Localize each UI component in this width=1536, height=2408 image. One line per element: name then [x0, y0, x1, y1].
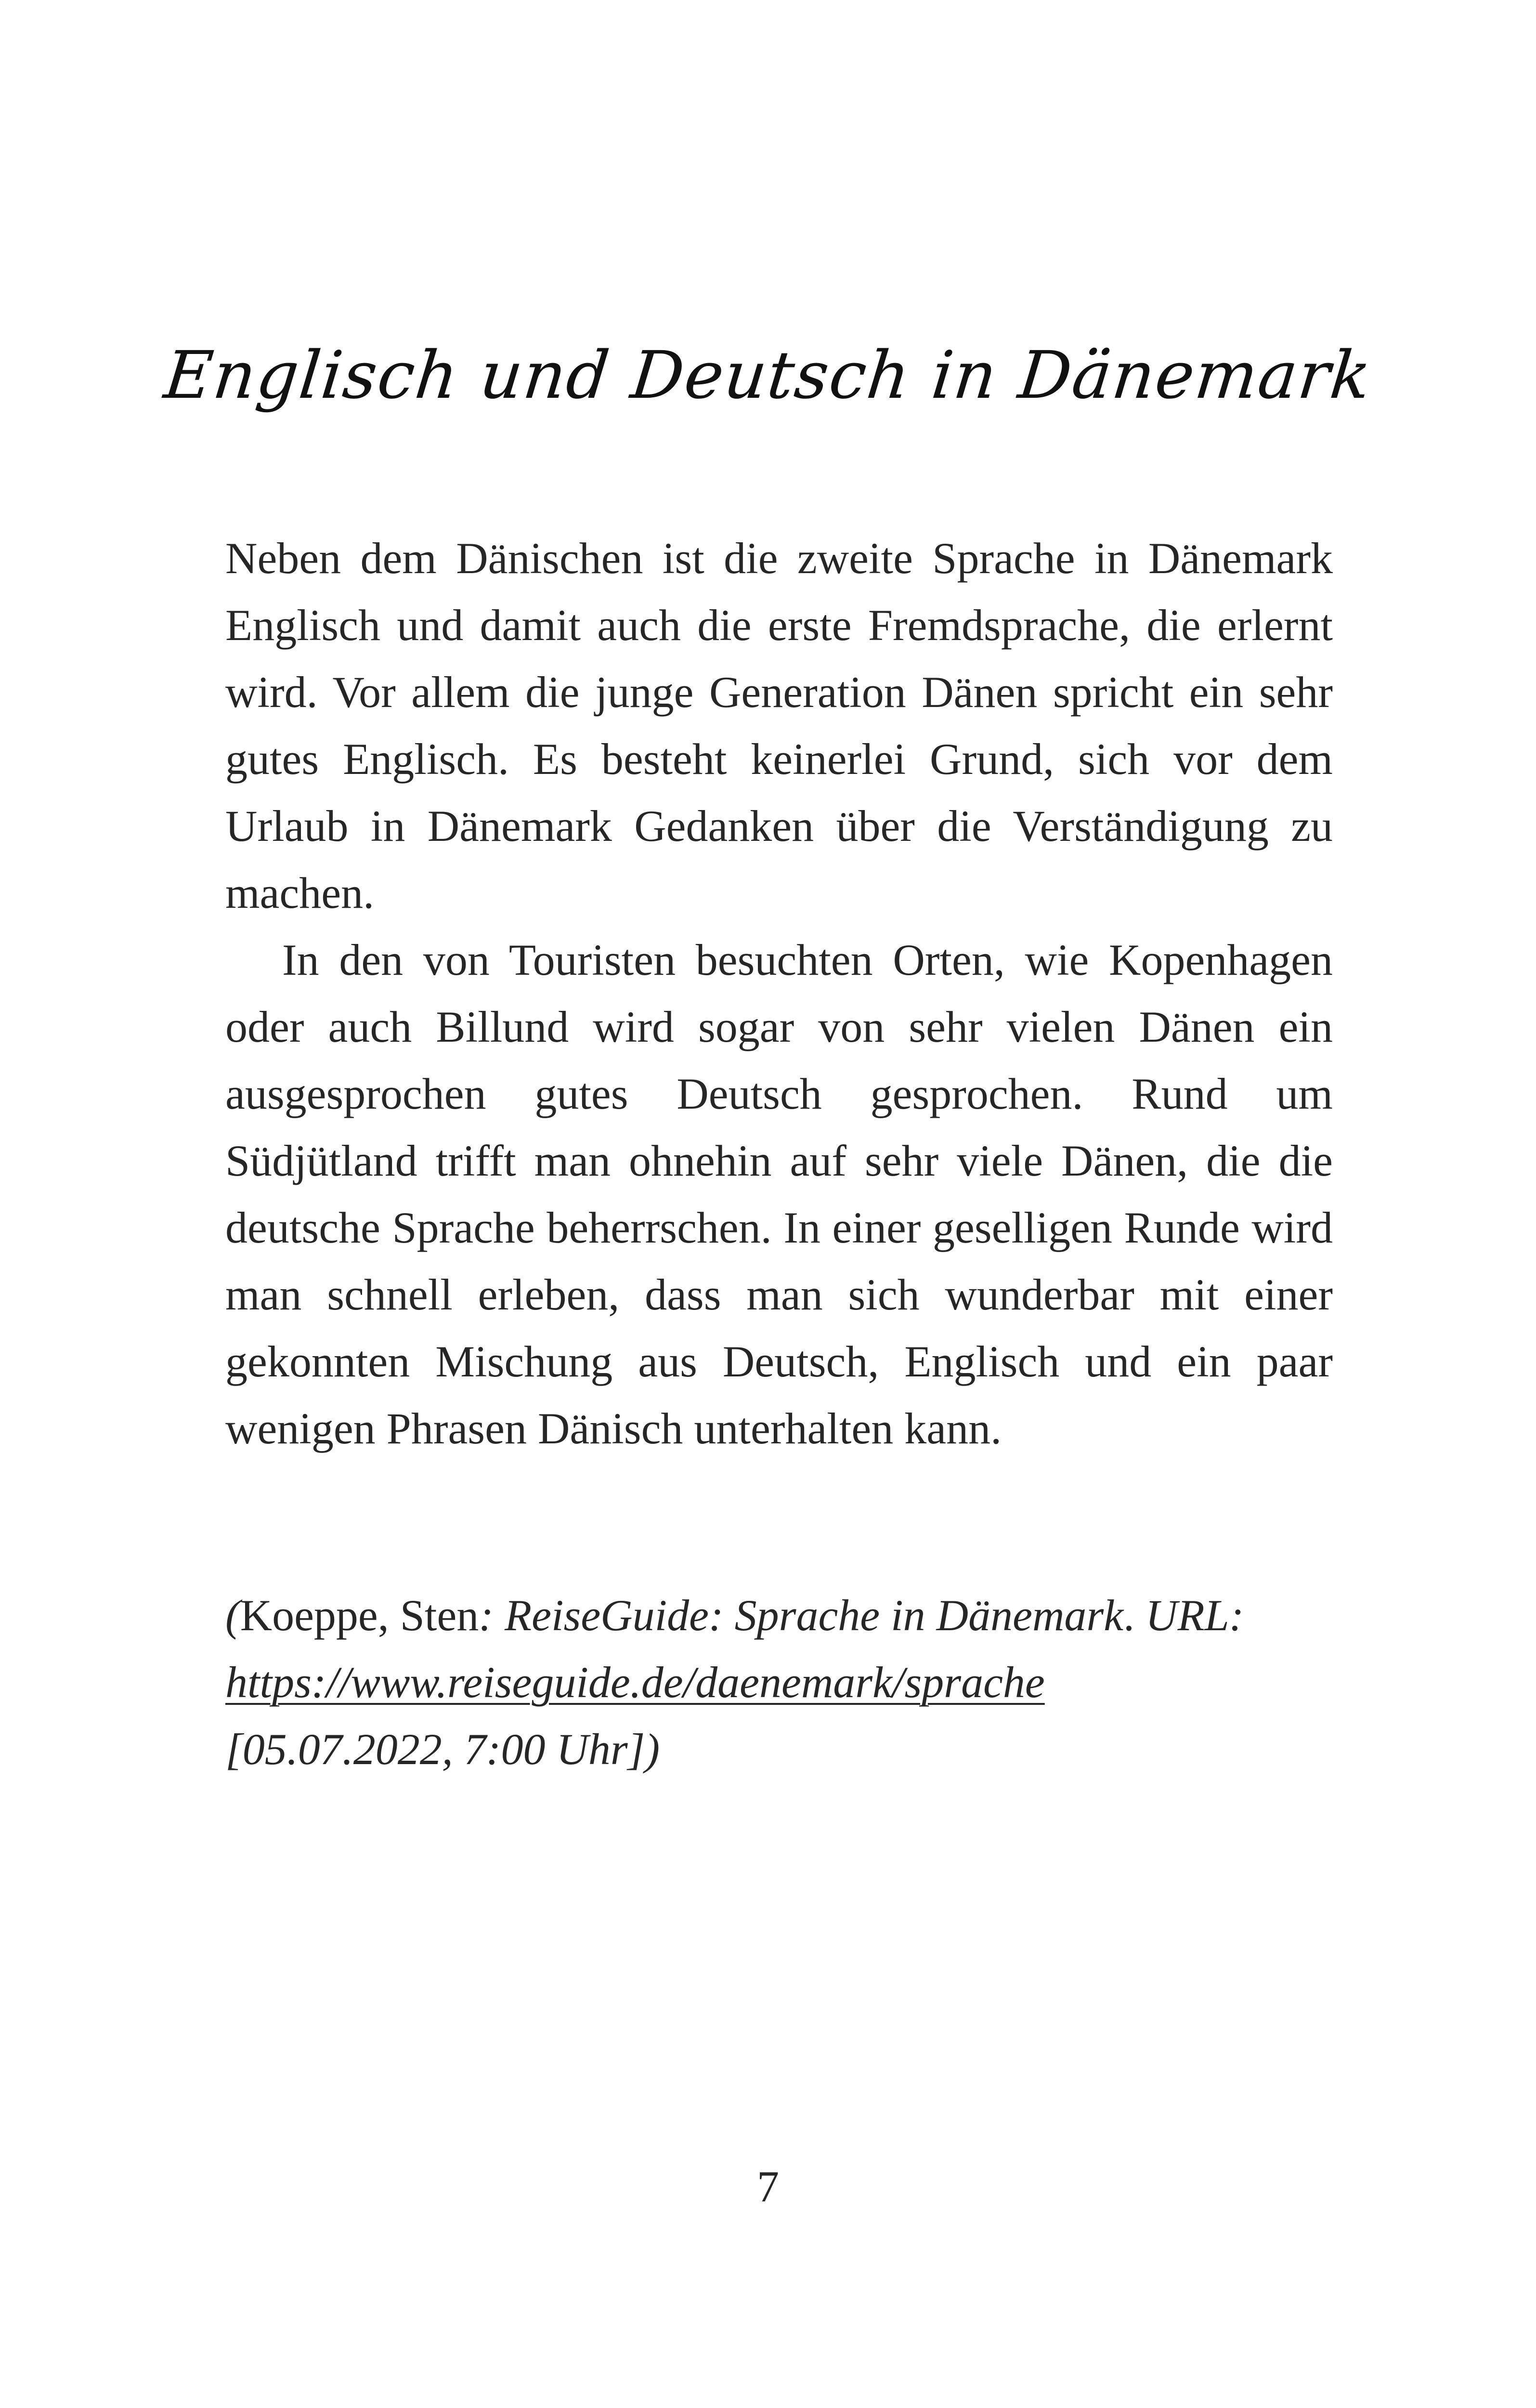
citation-work: ReiseGuide: Sprache in Dänemark — [504, 1591, 1124, 1640]
citation-line-2 — [225, 1649, 1333, 1716]
chapter-title: Englisch und Deutsch in Dänemark — [160, 338, 1376, 414]
citation-url-link[interactable]: https://www.reiseguide.de/daenemark/sprache — [225, 1658, 1045, 1707]
body-text — [225, 525, 1333, 1462]
citation-date: [05.07.2022, 7:00 Uhr]) — [225, 1725, 660, 1774]
source-citation — [225, 1582, 1333, 1783]
paragraph-1: Neben dem Dänischen ist die zweite Sprache in Dänemark Englisch und damit auch die erste Fremdsprache, die erlernt wird. Vor allem die junge Generation Dänen spricht ein sehr gutes Englisch. Es besteht keinerlei Grund, sich vor dem Urlaub in Dänemark Gedanken über die Verständigung zu machen. — [225, 534, 1333, 917]
citation-open-paren: ( — [225, 1591, 240, 1640]
citation-author: Koeppe, Sten — [240, 1591, 479, 1640]
citation-line-1 — [225, 1582, 1333, 1649]
paragraph-2: In den von Touristen besuchten Orten, wie Kopenhagen oder auch Billund wird sogar von sehr vielen Dänen ein ausgesprochen gutes Deutsch gesprochen. Rund um Südjütland trifft man ohnehin auf sehr viele Dänen, die die deutsche Sprache beherrschen. In einer geselligen Runde wird man schnell erleben, dass man sich wunderbar mit einer gekonnten Mischung aus Deutsch, Englisch und ein paar wenigen Phrasen Dänisch unterhalten kann. — [225, 935, 1333, 1453]
page-number: 7 — [757, 2162, 779, 2211]
citation-url-label: URL: — [1145, 1591, 1244, 1640]
citation-dot: . — [1123, 1591, 1146, 1640]
citation-separator: : — [479, 1591, 505, 1640]
